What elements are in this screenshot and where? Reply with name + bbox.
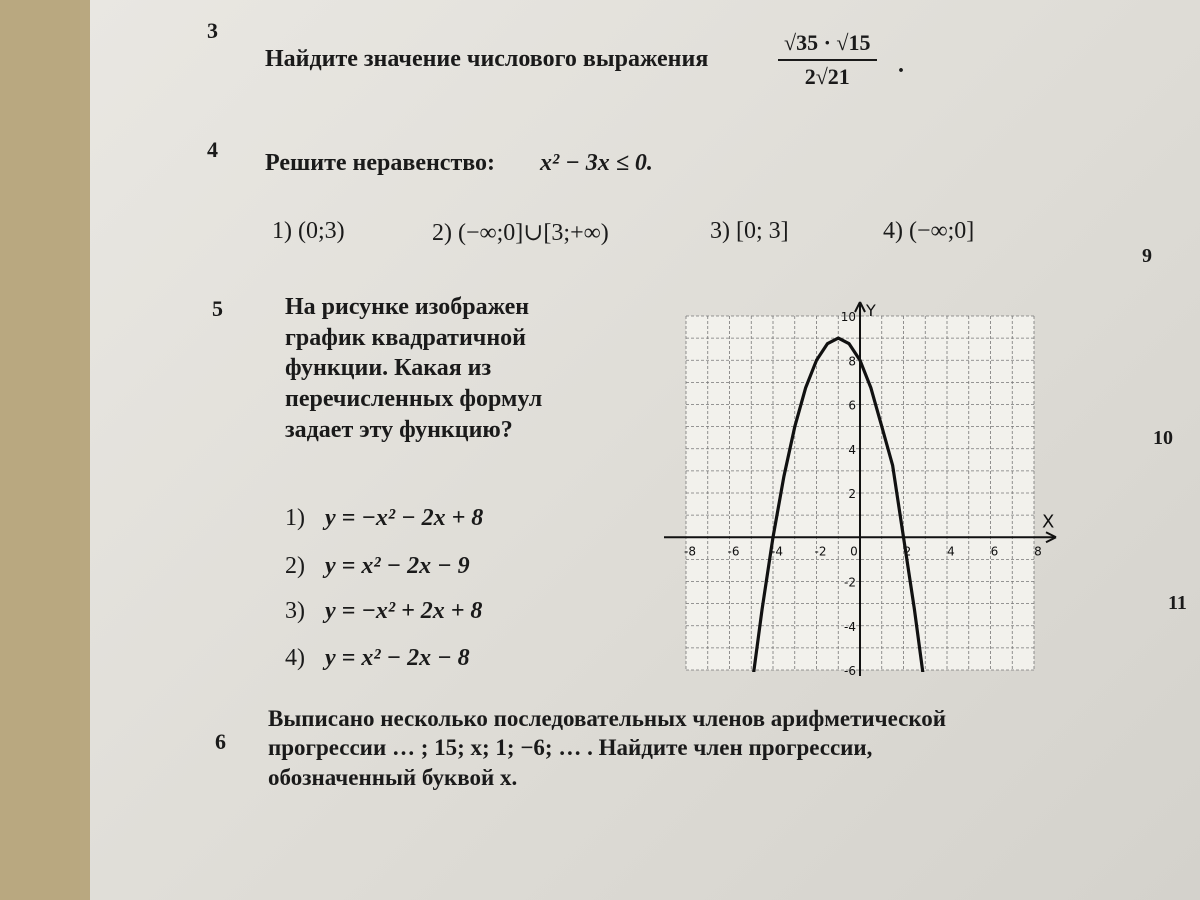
question-5-line: график квадратичной xyxy=(285,324,526,351)
question-6-number: 6 xyxy=(215,729,226,754)
y-tick-label: 10 xyxy=(840,310,856,324)
option-label: 3) xyxy=(285,598,305,624)
y-tick-label: 4 xyxy=(848,442,856,457)
option-label: 4) xyxy=(285,645,305,671)
option-label: 2) xyxy=(432,220,452,246)
question-5-line: задает эту функцию? xyxy=(285,416,513,443)
option-value: (0;3) xyxy=(298,218,345,244)
option-formula: y = x² − 2x − 8 xyxy=(325,645,470,671)
question-5-number: 5 xyxy=(212,296,223,321)
question-3-text: Найдите значение числового выражения xyxy=(265,46,709,72)
question-5-line: перечисленных формул xyxy=(285,386,543,413)
y-tick-label: 2 xyxy=(848,487,856,501)
y-tick-label: 6 xyxy=(848,398,856,413)
option-value: (−∞;0] xyxy=(909,218,975,244)
x-tick-label: -4 xyxy=(771,544,783,559)
question-3-period: . xyxy=(898,52,904,78)
side-number-11: 11 xyxy=(1168,592,1187,614)
option-formula: y = −x² + 2x + 8 xyxy=(325,598,483,624)
y-tick-label: -2 xyxy=(844,575,856,590)
question-5-option-4 xyxy=(285,645,470,672)
option-value: [0; 3] xyxy=(736,218,789,244)
option-formula: y = x² − 2x − 9 xyxy=(325,553,470,579)
question-4-option-1 xyxy=(272,218,345,245)
option-label: 1) xyxy=(272,218,292,244)
question-5-text xyxy=(285,292,542,446)
y-tick-label: 8 xyxy=(848,354,856,369)
fraction-denominator: 2√21 xyxy=(804,64,850,89)
question-4-option-2 xyxy=(432,218,609,247)
x-tick-label: 6 xyxy=(990,544,999,559)
y-tick-label: -6 xyxy=(844,664,856,678)
x-axis-label: X xyxy=(1042,511,1055,533)
option-value: (−∞;0]∪[3;+∞) xyxy=(458,220,609,246)
question-4-option-3 xyxy=(710,218,789,245)
question-5-line: функции. Какая из xyxy=(285,355,492,382)
option-label: 1) xyxy=(285,505,305,531)
x-tick-label: 2 xyxy=(903,544,912,559)
y-tick-label: -4 xyxy=(844,619,856,634)
x-tick-label: -6 xyxy=(727,544,740,559)
question-5-option-1 xyxy=(285,505,483,532)
x-tick-label: 0 xyxy=(850,544,858,559)
x-tick-label: 4 xyxy=(947,544,955,559)
question-5-line: На рисунке изображен xyxy=(285,294,530,320)
question-3-number: 3 xyxy=(207,18,218,43)
x-tick-label: -8 xyxy=(684,544,696,559)
x-tick-label: -2 xyxy=(814,544,827,559)
question-6-text xyxy=(268,704,946,792)
question-5-option-2 xyxy=(285,553,470,580)
question-4-text: Решите неравенство: xyxy=(265,150,496,176)
question-6-line: Выписано несколько последовательных членов арифметической xyxy=(268,706,947,731)
side-number-10: 10 xyxy=(1153,427,1173,449)
option-label: 2) xyxy=(285,553,305,579)
x-tick-label: 8 xyxy=(1034,544,1042,559)
question-4-option-4 xyxy=(883,218,974,245)
question-4-number: 4 xyxy=(207,137,218,162)
quadratic-function-graph xyxy=(664,298,1064,688)
option-formula: y = −x² − 2x + 8 xyxy=(325,505,484,531)
question-5-option-3 xyxy=(285,598,482,625)
question-3-fraction xyxy=(778,30,877,90)
side-number-9: 9 xyxy=(1142,245,1152,267)
question-6-line: обозначенный буквой x. xyxy=(268,764,518,790)
question-6-line: прогрессии … ; 15; x; 1; −6; … . Найдите член прогрессии, xyxy=(268,735,873,761)
option-label: 4) xyxy=(883,218,903,244)
fraction-numerator: √35 · √15 xyxy=(778,30,877,61)
option-label: 3) xyxy=(710,218,730,244)
y-axis-label: Y xyxy=(866,301,876,320)
question-4-inequality: x² − 3x ≤ 0. xyxy=(540,150,653,176)
